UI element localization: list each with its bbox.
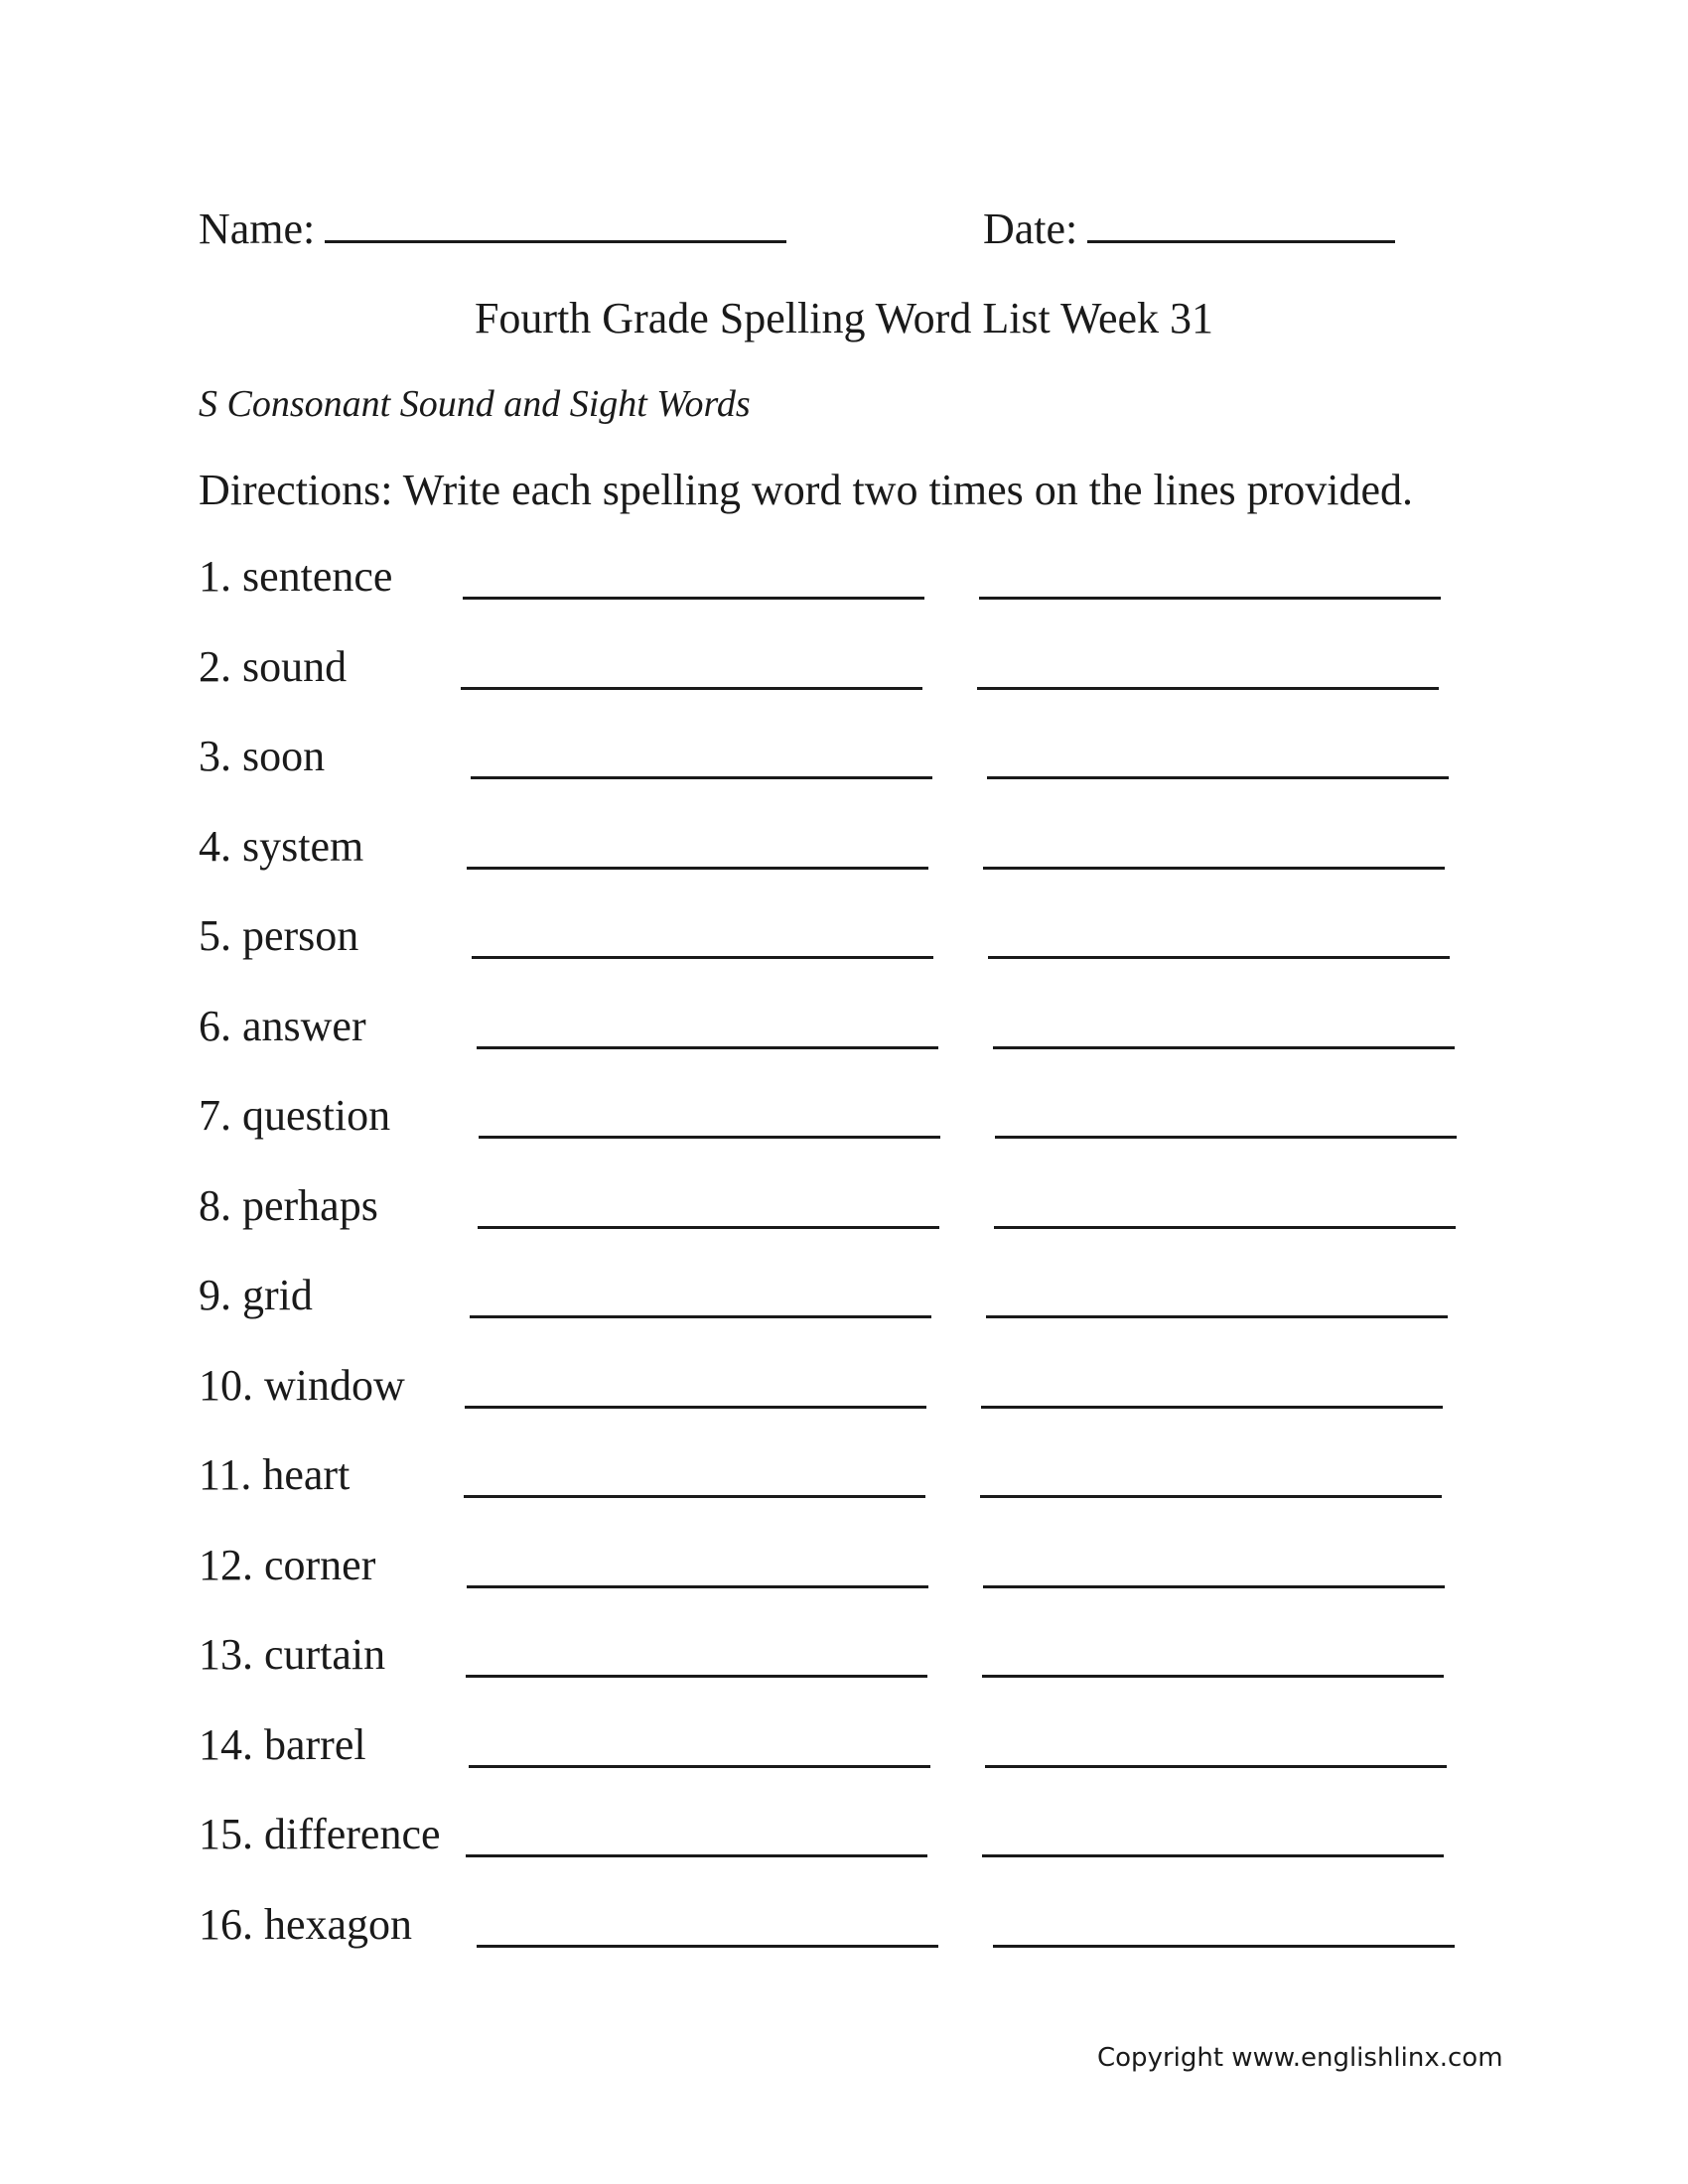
writing-line-second[interactable] <box>979 597 1441 600</box>
name-label: Name: <box>199 205 316 253</box>
writing-line-first[interactable] <box>467 1585 928 1588</box>
copyright-text: Copyright www.englishlinx.com <box>1097 2043 1503 2073</box>
page-title-text: Fourth Grade Spelling Word List Week 31 <box>474 294 1214 342</box>
word-label: 12. corner <box>199 1540 376 1589</box>
writing-line-first[interactable] <box>466 1675 927 1678</box>
date-blank-line[interactable] <box>1087 220 1395 243</box>
word-label: 14. barrel <box>199 1719 366 1769</box>
word-row <box>199 1629 1489 1719</box>
word-row <box>199 1090 1489 1180</box>
word-label: 1. sentence <box>199 552 393 601</box>
word-row <box>199 1360 1489 1450</box>
writing-line-first[interactable] <box>471 776 932 779</box>
word-row <box>199 821 1489 911</box>
writing-line-second[interactable] <box>988 956 1450 959</box>
word-label: 13. curtain <box>199 1630 386 1679</box>
word-row <box>199 731 1489 821</box>
page-title <box>0 293 1688 343</box>
writing-line-second[interactable] <box>983 867 1445 870</box>
writing-line-second[interactable] <box>993 1046 1455 1049</box>
word-row <box>199 910 1489 1001</box>
word-label: 16. hexagon <box>199 1899 413 1949</box>
word-label: 2. sound <box>199 641 348 691</box>
writing-line-first[interactable] <box>478 1226 939 1229</box>
word-label: 4. system <box>199 821 364 871</box>
word-row <box>199 1899 1489 1989</box>
writing-line-second[interactable] <box>986 1315 1448 1318</box>
writing-line-second[interactable] <box>987 776 1449 779</box>
writing-line-first[interactable] <box>472 956 933 959</box>
header-row <box>199 204 1489 263</box>
writing-line-second[interactable] <box>980 1495 1442 1498</box>
writing-line-second[interactable] <box>993 1945 1455 1948</box>
writing-line-second[interactable] <box>983 1585 1445 1588</box>
word-row <box>199 1719 1489 1810</box>
directions: Directions: Write each spelling word two times on the lines provided. <box>199 466 1414 514</box>
word-row <box>199 1540 1489 1630</box>
writing-line-second[interactable] <box>985 1765 1447 1768</box>
word-row <box>199 1270 1489 1360</box>
word-row <box>199 641 1489 732</box>
writing-line-first[interactable] <box>479 1136 940 1139</box>
word-row <box>199 1180 1489 1271</box>
name-field <box>199 204 786 254</box>
word-list <box>199 551 1489 1988</box>
writing-line-first[interactable] <box>464 1495 925 1498</box>
date-label: Date: <box>983 205 1078 253</box>
word-row <box>199 551 1489 641</box>
subtitle: S Consonant Sound and Sight Words <box>199 383 751 425</box>
word-label: 5. person <box>199 911 359 960</box>
writing-line-second[interactable] <box>995 1136 1457 1139</box>
writing-line-first[interactable] <box>470 1315 931 1318</box>
word-label: 15. difference <box>199 1810 441 1858</box>
writing-line-first[interactable] <box>467 867 928 870</box>
writing-line-first[interactable] <box>466 1854 927 1857</box>
writing-line-second[interactable] <box>981 1406 1443 1409</box>
name-blank-line[interactable] <box>325 220 786 243</box>
word-label: 7. question <box>199 1091 391 1140</box>
writing-line-second[interactable] <box>977 687 1439 690</box>
writing-line-first[interactable] <box>465 1406 926 1409</box>
date-field <box>983 204 1395 254</box>
word-label: 3. soon <box>199 732 326 780</box>
writing-line-first[interactable] <box>477 1046 938 1049</box>
word-row <box>199 1809 1489 1899</box>
writing-line-first[interactable] <box>463 597 924 600</box>
writing-line-first[interactable] <box>469 1765 930 1768</box>
word-label: 8. perhaps <box>199 1180 378 1230</box>
word-label: 9. grid <box>199 1271 313 1319</box>
word-label: 11. heart <box>199 1450 351 1499</box>
writing-line-second[interactable] <box>982 1675 1444 1678</box>
writing-line-first[interactable] <box>477 1945 938 1948</box>
word-label: 6. answer <box>199 1001 366 1050</box>
word-label: 10. window <box>199 1360 405 1410</box>
writing-line-first[interactable] <box>461 687 922 690</box>
word-row <box>199 1001 1489 1091</box>
writing-line-second[interactable] <box>994 1226 1456 1229</box>
word-row <box>199 1449 1489 1540</box>
writing-line-second[interactable] <box>982 1854 1444 1857</box>
